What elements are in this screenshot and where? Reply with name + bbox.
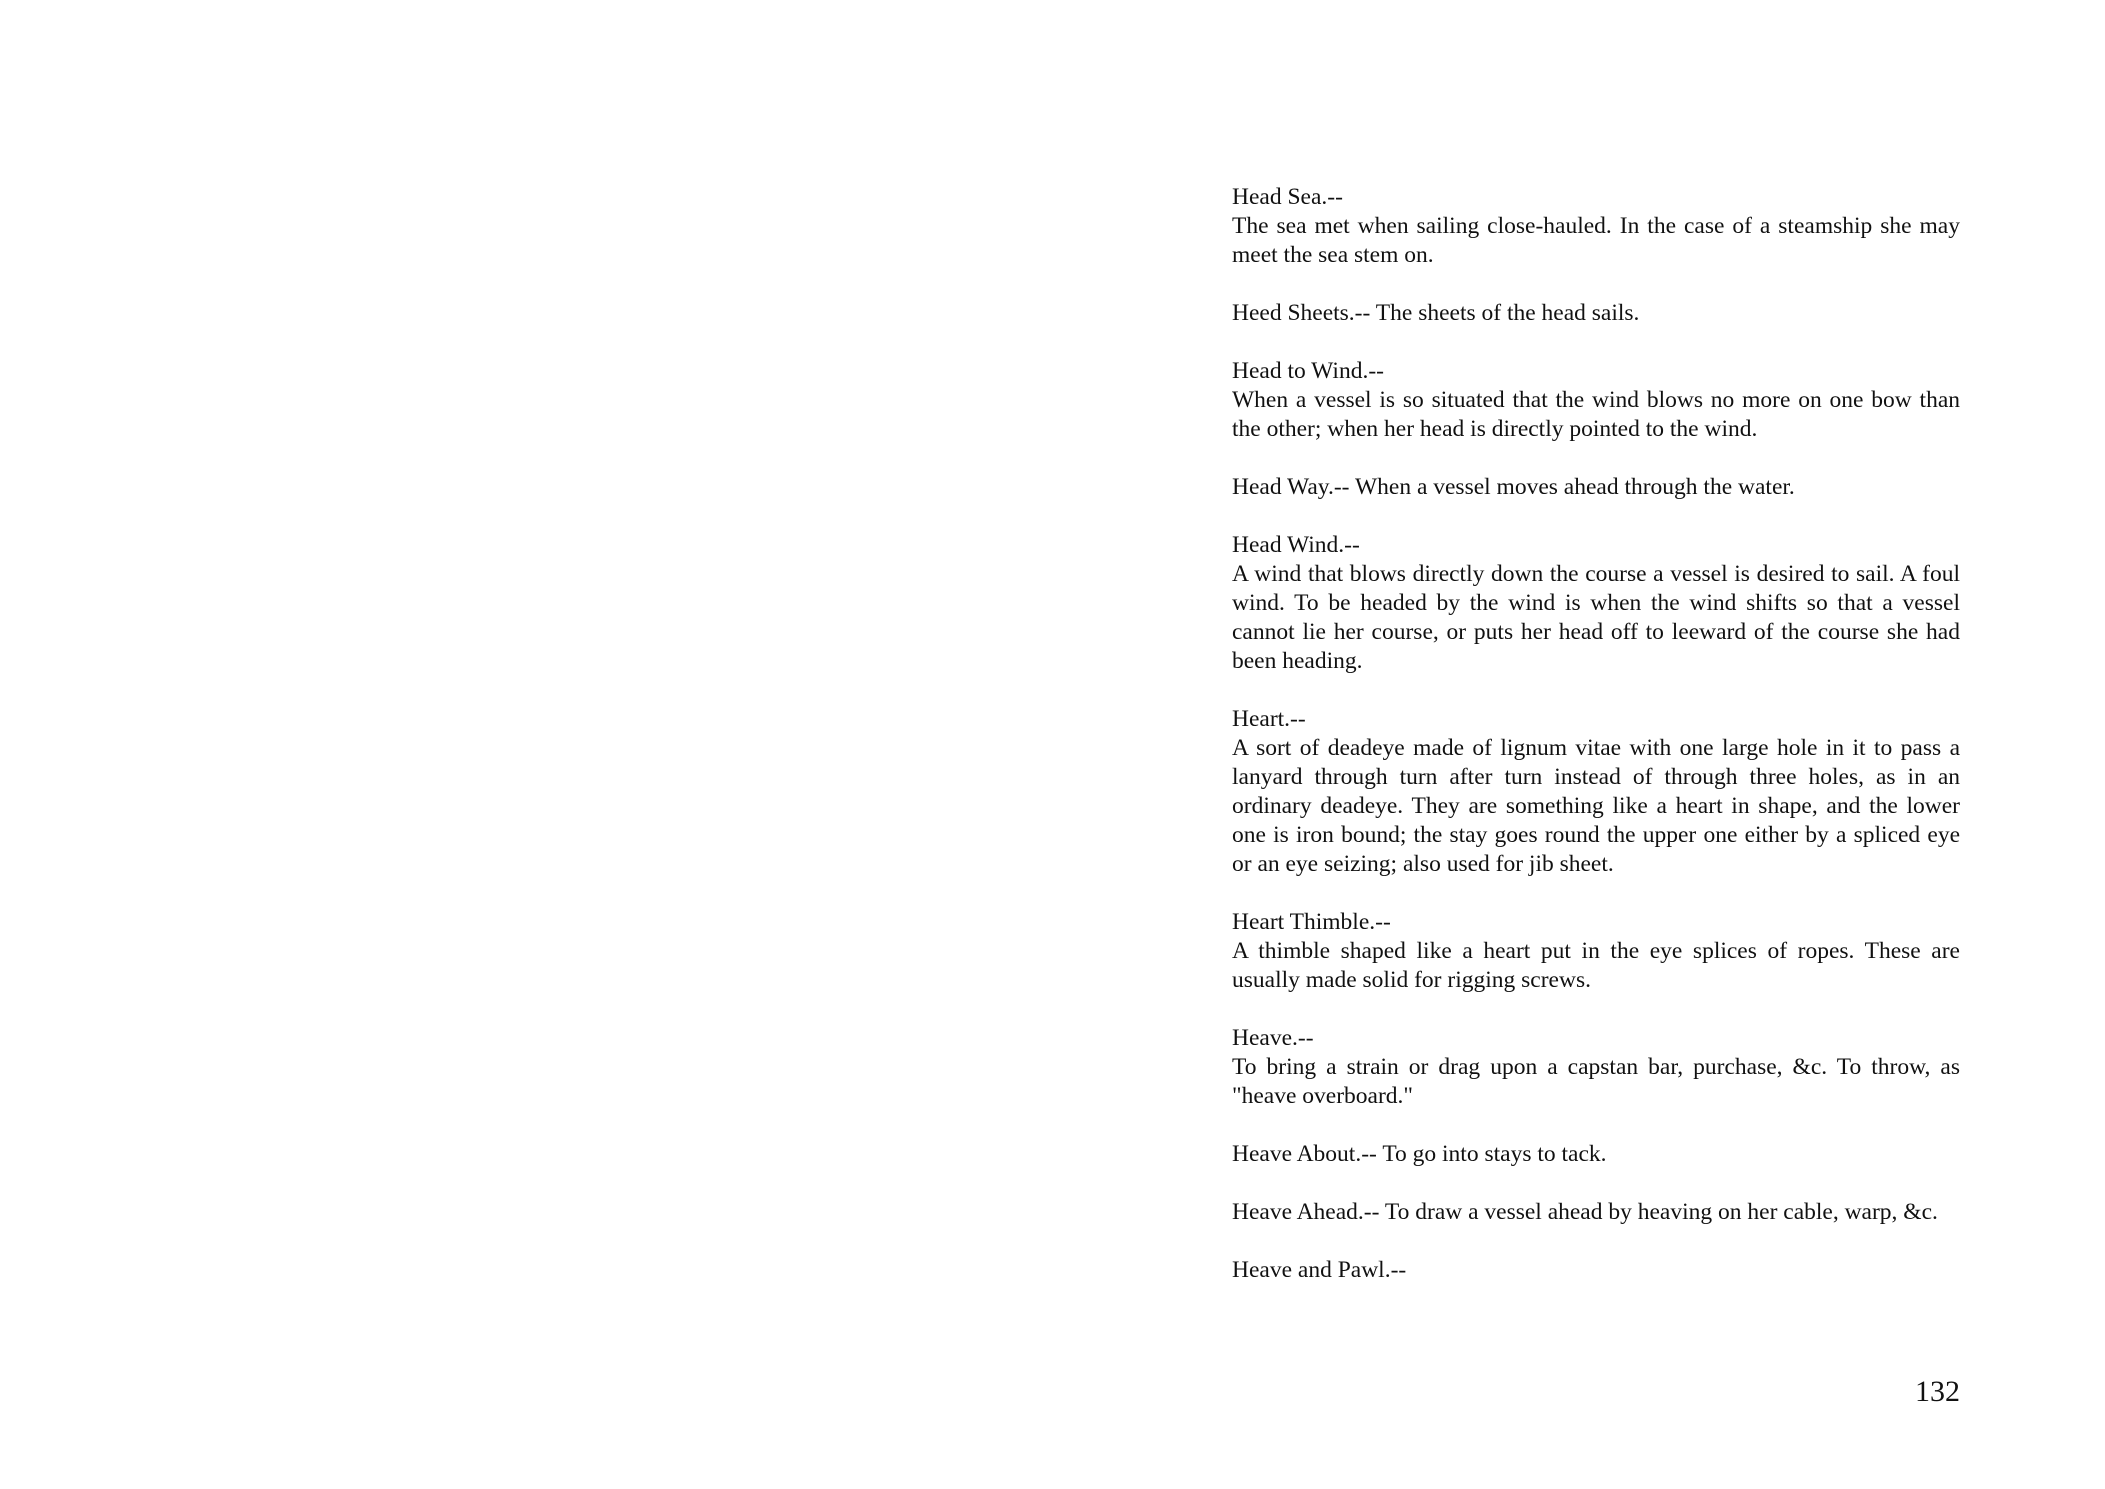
glossary-entry-heave-ahead xyxy=(1232,1198,1960,1227)
glossary-entry-heart-thimble xyxy=(1232,908,1960,995)
entry-definition: To bring a strain or drag upon a capstan bar, purchase, &c. To throw, as "heave overboard." xyxy=(1232,1054,1960,1109)
glossary-entry-head-to-wind xyxy=(1232,357,1960,444)
entry-inline-text: Head Way.-- When a vessel moves ahead through the water. xyxy=(1232,474,1795,500)
entry-definition: A wind that blows directly down the course a vessel is desired to sail. A foul wind. To be headed by the wind is when the wind shifts so that a vessel cannot lie her course, or puts her head off to leeward of the course she had been heading. xyxy=(1232,561,1960,674)
entry-definition: A sort of deadeye made of lignum vitae with one large hole in it to pass a lanyard through turn after turn instead of through three holes, as in an ordinary deadeye. They are something like a heart in shape, and the lower one is iron bound; the stay goes round the upper one either by a spliced eye or an eye seizing; also used for jib sheet. xyxy=(1232,735,1960,877)
glossary-entry-head-wind xyxy=(1232,531,1960,676)
entry-term: Heave.-- xyxy=(1232,1025,1314,1051)
glossary-entry-head-way xyxy=(1232,473,1960,502)
glossary-entry-heed-sheets xyxy=(1232,299,1960,328)
entry-definition: The sea met when sailing close-hauled. In the case of a steamship she may meet the sea stem on. xyxy=(1232,213,1960,268)
glossary-column xyxy=(1232,183,1960,1314)
glossary-entry-heave-about xyxy=(1232,1140,1960,1169)
glossary-entry-heart xyxy=(1232,705,1960,879)
entry-inline-text: Heave About.-- To go into stays to tack. xyxy=(1232,1141,1607,1167)
entry-inline-text: Heed Sheets.-- The sheets of the head sails. xyxy=(1232,300,1640,326)
glossary-entry-heave xyxy=(1232,1024,1960,1111)
glossary-entry-heave-and-pawl xyxy=(1232,1256,1960,1285)
entry-definition: A thimble shaped like a heart put in the eye splices of ropes. These are usually made solid for rigging screws. xyxy=(1232,938,1960,993)
entry-term: Heart Thimble.-- xyxy=(1232,909,1391,935)
left-page-blank xyxy=(0,0,1052,1489)
glossary-entry-head-sea xyxy=(1232,183,1960,270)
entry-term: Heart.-- xyxy=(1232,706,1306,732)
entry-term: Head Sea.-- xyxy=(1232,184,1343,210)
entry-term: Heave and Pawl.-- xyxy=(1232,1257,1407,1283)
entry-term: Head Wind.-- xyxy=(1232,532,1360,558)
entry-inline-text: Heave Ahead.-- To draw a vessel ahead by heaving on her cable, warp, &c. xyxy=(1232,1199,1938,1225)
entry-term: Head to Wind.-- xyxy=(1232,358,1384,384)
page-number: 132 xyxy=(1915,1375,1960,1408)
entry-definition: When a vessel is so situated that the wind blows no more on one bow than the other; when her head is directly pointed to the wind. xyxy=(1232,387,1960,442)
